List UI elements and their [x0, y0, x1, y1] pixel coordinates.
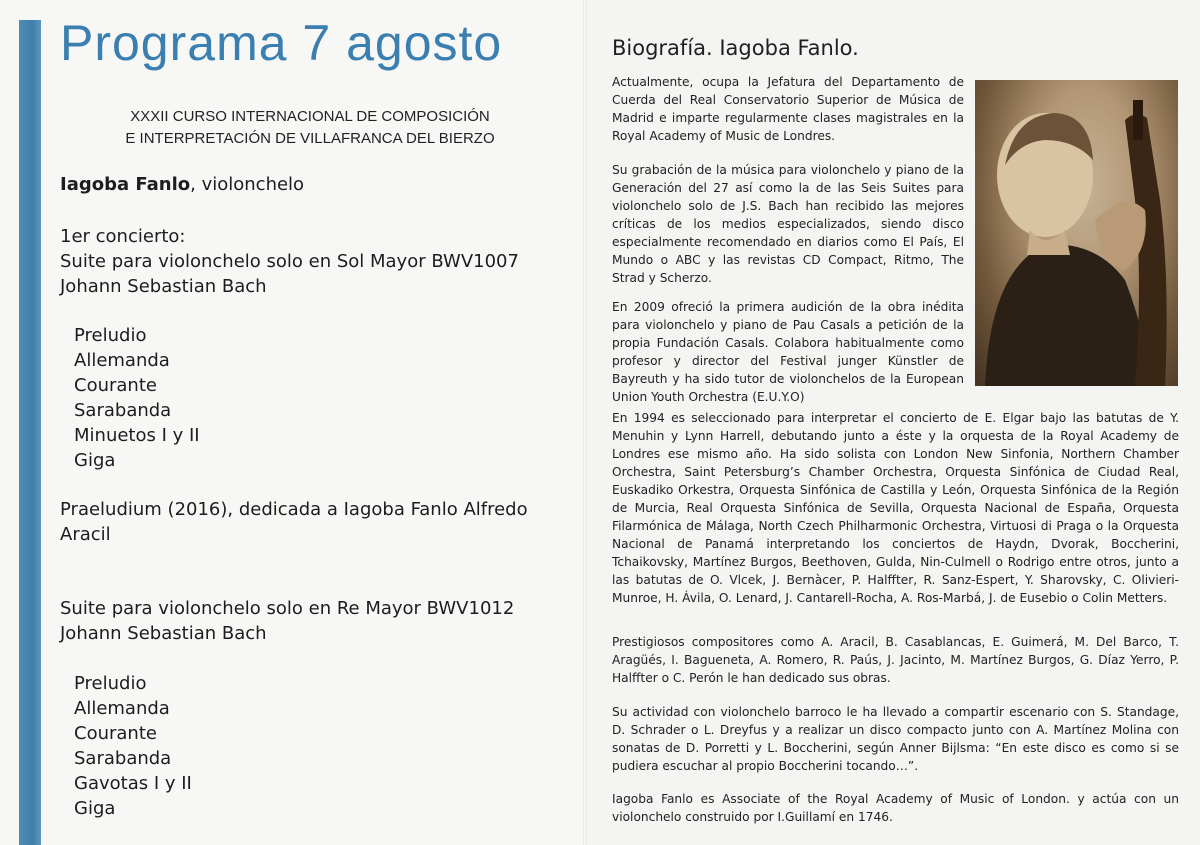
- bio-paragraph: Iagoba Fanlo es Associate of the Royal Academy of Music of London. y actúa con un violonchelo construido por I.Guillamí en 1746.: [612, 792, 1179, 824]
- subtitle-line: XXXII CURSO INTERNACIONAL DE COMPOSICIÓN: [130, 108, 490, 125]
- movement: Preludio: [74, 325, 147, 346]
- bio-paragraph: Su grabación de la música para violonchelo y piano de la Generación del 27 así como la de las Seis Suites para violonchelo solo de J.S. Bach han recibido las mejores críticas de los medios especializados, siendo disco especialmente recomendado en diarios como El País, El Mundo o ABC y las revistas CD Compact, Ritmo, The Strad y Scherzo.: [612, 163, 964, 285]
- page-fold: [583, 0, 587, 845]
- program-title: Programa 7 agosto: [60, 15, 503, 71]
- movement: Allemanda: [74, 350, 170, 371]
- concert-2-movements: [74, 671, 192, 821]
- praeludium-line: Aracil: [60, 524, 111, 545]
- bio-paragraph: En 2009 ofreció la primera audición de la obra inédita para violonchelo y piano de Pau Casals a petición de la propia Fundación Casals. Colabora habitualmente como profesor y director del Festival junger Künstler de Bayreuth y ha sido tutor de violonchelos de la European Union Youth Orchestra (E.U.Y.O): [612, 300, 964, 404]
- movement: Giga: [74, 450, 116, 471]
- work-title: Suite para violonchelo solo en Sol Mayor BWV1007: [60, 251, 519, 272]
- concert-1-movements: [74, 323, 200, 473]
- bio-paragraph: En 1994 es seleccionado para interpretar el concierto de E. Elgar bajo las batutas de Y. Menuhin y Lynn Harrell, debutando junto a éste y la orquesta de la Royal Academy de Londres ese mismo año. Ha sido solista con London New Sinfonia, Northern Chamber Orchestra, Saint Petersburg’s Chamber Orchestra, Orquesta Sinfónica de Ciudad Real, Euskadiko Orkestra, Orquesta Sinfónica de Castilla y León, Orquesta Sinfónica de la Región de Murcia, Real Orquesta Sinfónica de Sevilla, Orquesta Nacional de España, Orquesta Filarmónica de Málaga, North Czech Philharmonic Orchestra, Virtuosi di Praga o la Orquesta Nacional de Panamá interpretando los conciertos de Haydn, Dvorak, Boccherini, Tchaikovsky, Martínez Burgos, Beethoven, Gulda, Nin-Culmell o Rodrigo entre otros, junto a las batutas de O. Vlcek, J. Bernàcer, P. Halffter, R. Sanz-Espert, Y. Sharovsky, C. Olivieri-Munroe, H. Ávila, O. Lenard, J. Cantarell-Rocha, A. Ros-Marbá, J. de Eusebio o Colin Metters.: [612, 411, 1179, 605]
- movement: Gavotas I y II: [74, 773, 192, 794]
- movement: Courante: [74, 375, 157, 396]
- composer: Johann Sebastian Bach: [60, 276, 267, 297]
- performer-name: Iagoba Fanlo: [60, 174, 191, 195]
- performer: [60, 174, 304, 195]
- subtitle-line: E INTERPRETACIÓN DE VILLAFRANCA DEL BIERZO: [125, 130, 495, 147]
- movement: Courante: [74, 723, 157, 744]
- bio-paragraph: Actualmente, ocupa la Jefatura del Departamento de Cuerda del Real Conservatorio Superior de Música de Madrid e imparte regularmente clases magistrales en la Royal Academy of Music de Londres.: [612, 75, 964, 143]
- bio-paragraph: Su actividad con violonchelo barroco le ha llevado a compartir escenario con S. Standage, D. Schrader o L. Dreyfus y a realizar un disco compacto junto con A. Martínez Molina con sonatas de D. Porretti y L. Boccherini, según Anner Bijlsma: “En este disco es como si se pudiera escuchar al propio Boccherini tocando…”.: [612, 705, 1179, 773]
- performer-role: , violonchelo: [190, 174, 305, 195]
- concert-2-header: [60, 596, 514, 646]
- concert-heading: 1er concierto:: [60, 226, 186, 247]
- concert-1-header: [60, 224, 519, 299]
- movement: Allemanda: [74, 698, 170, 719]
- movement: Sarabanda: [74, 748, 172, 769]
- movement: Sarabanda: [74, 400, 172, 421]
- work-title: Suite para violonchelo solo en Re Mayor BWV1012: [60, 598, 515, 619]
- praeludium-line: Praeludium (2016), dedicada a Iagoba Fanlo Alfredo: [60, 499, 528, 520]
- bio-paragraph: Prestigiosos compositores como A. Aracil, B. Casablancas, E. Guimerá, M. Del Barco, T. Aragüés, I. Baguenetа, A. Romero, R. Paús, J. Jacinto, M. Martínez Burgos, G. Díaz Yerro, P. Halffter o C. Perón le han dedicado sus obras.: [612, 635, 1179, 685]
- praeludium-entry: [60, 497, 528, 547]
- movement: Minuetos I y II: [74, 425, 200, 446]
- accent-bar: [19, 20, 41, 845]
- cellist-portrait-icon: [975, 80, 1178, 386]
- movement: Giga: [74, 798, 116, 819]
- biography-title: Biografía. Iagoba Fanlo.: [612, 36, 859, 60]
- composer: Johann Sebastian Bach: [60, 623, 267, 644]
- course-subtitle: [100, 106, 520, 150]
- portrait-illustration: [975, 80, 1178, 386]
- movement: Preludio: [74, 673, 147, 694]
